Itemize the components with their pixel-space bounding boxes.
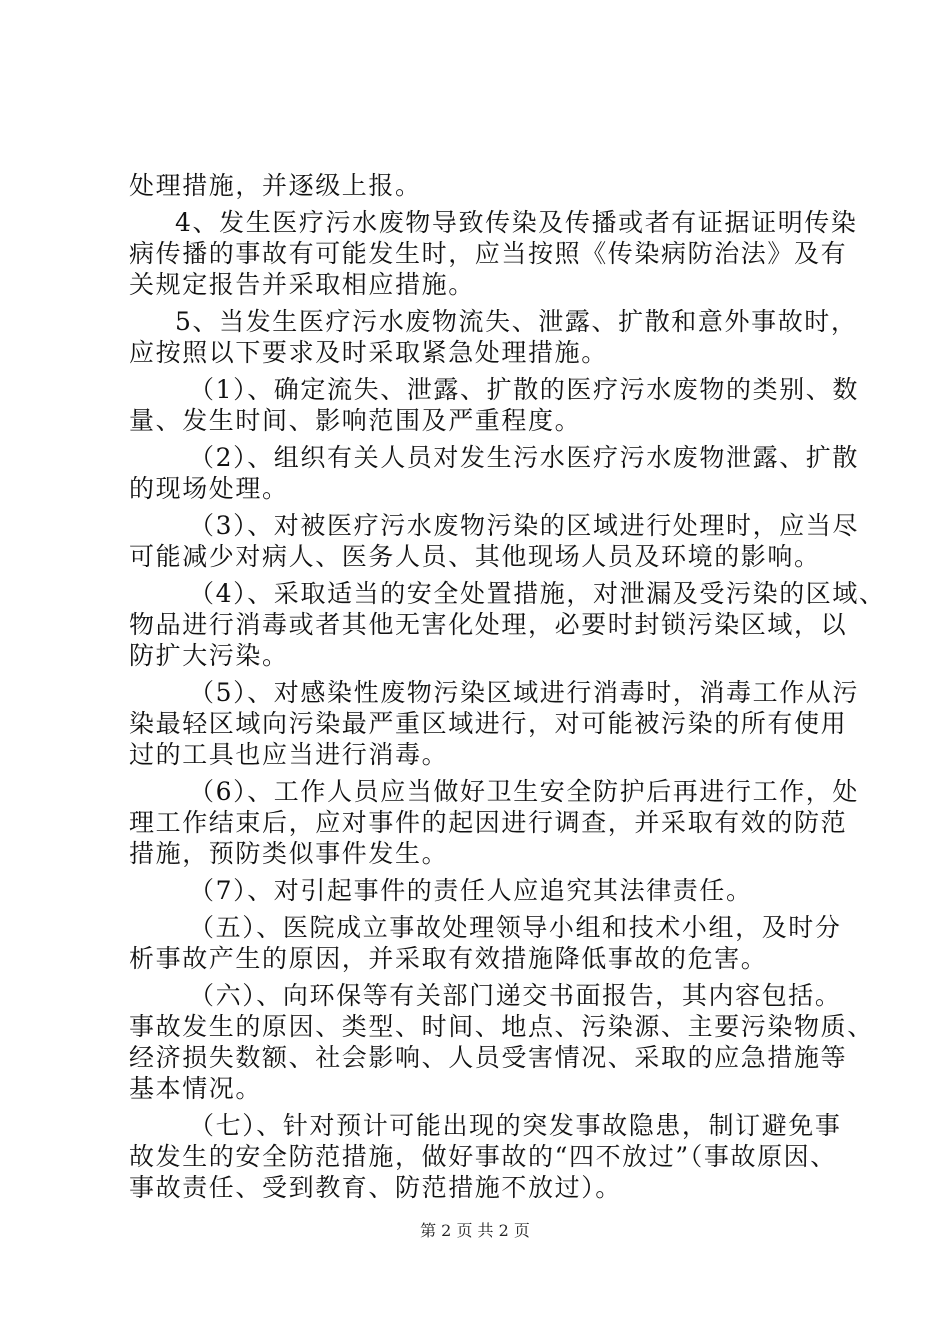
text-line: （4）、采取适当的安全处置措施，对泄漏及受污染的区域、: [189, 579, 886, 608]
text-line: 基本情况。: [129, 1074, 263, 1103]
text-line: 染最轻区域向污染最严重区域进行，对可能被污染的所有使用: [129, 709, 848, 738]
text-line: （七）、针对预计可能出现的突发事故隐患，制订避免事: [189, 1111, 842, 1140]
page-footer: [0, 1218, 950, 1241]
text-line: 析事故产生的原因，并采取有效措施降低事故的危害。: [129, 944, 768, 973]
text-line: （6）、工作人员应当做好卫生安全防护后再进行工作，处: [189, 777, 860, 806]
text-line: 病传播的事故有可能发生时，应当按照《传染病防治法》及有: [129, 239, 848, 268]
text-line: 措施，预防类似事件发生。: [129, 839, 449, 868]
text-line: 过的工具也应当进行消毒。: [129, 740, 449, 769]
text-line: （3）、对被医疗污水废物污染的区域进行处理时，应当尽: [189, 511, 860, 540]
text-line: 关规定报告并采取相应措施。: [129, 270, 475, 299]
text-line: 量、发生时间、影响范围及严重程度。: [129, 406, 582, 435]
text-line: 5、当发生医疗污水废物流失、泄露、扩散和意外事故时，: [175, 307, 858, 336]
text-line: （5）、对感染性废物污染区域进行消毒时，消毒工作从污: [189, 678, 860, 707]
page-number: 第 2 页 共 2 页: [420, 1221, 530, 1240]
text-line: 4、发生医疗污水废物导致传染及传播或者有证据证明传染: [175, 208, 858, 237]
text-line: 经济损失数额、社会影响、人员受害情况、采取的应急措施等: [129, 1043, 848, 1072]
text-line: （六）、向环保等有关部门递交书面报告，其内容包括。: [189, 981, 842, 1010]
text-line: 事故发生的原因、类型、时间、地点、污染源、主要污染物质、: [129, 1012, 874, 1041]
text-line: 可能减少对病人、医务人员、其他现场人员及环境的影响。: [129, 542, 821, 571]
text-line: （7）、对引起事件的责任人应追究其法律责任。: [189, 876, 753, 905]
text-line: 故发生的安全防范措施，做好事故的“四不放过”（事故原因、: [129, 1142, 837, 1171]
text-line: 理工作结束后，应对事件的起因进行调查，并采取有效的防范: [129, 808, 848, 837]
text-line: 事故责任、受到教育、防范措施不放过）。: [129, 1173, 622, 1202]
text-line: （1）、确定流失、泄露、扩散的医疗污水废物的类别、数: [189, 375, 860, 404]
text-line: 物品进行消毒或者其他无害化处理，必要时封锁污染区域，以: [129, 610, 848, 639]
document-body: [129, 170, 886, 1203]
text-line: 应按照以下要求及时采取紧急处理措施。: [129, 338, 608, 367]
text-line: 处理措施，并逐级上报。: [129, 171, 422, 200]
text-line: 的现场处理。: [129, 474, 289, 503]
text-line: （五）、医院成立事故处理领导小组和技术小组，及时分: [189, 913, 842, 942]
text-line: 防扩大污染。: [129, 641, 289, 670]
text-line: （2）、组织有关人员对发生污水医疗污水废物泄露、扩散: [189, 443, 860, 472]
